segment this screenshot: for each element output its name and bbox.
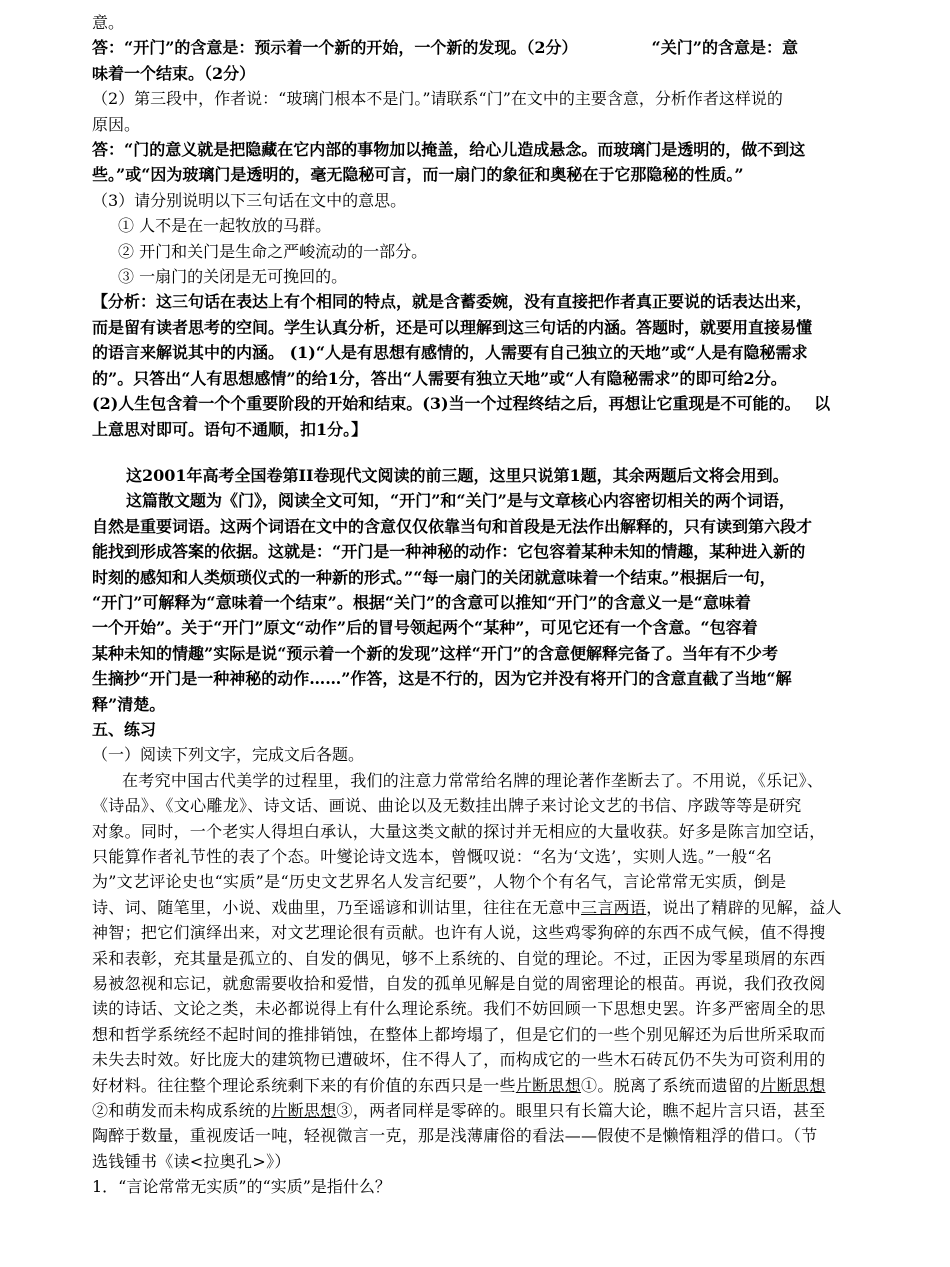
passage-line [92,895,872,920]
question-2: （2）第三段中，作者说：“玻璃门根本不是门。”请联系“门”在文中的主要含意，分析作者这样说的 [92,89,783,109]
text-line: 意。 [92,13,125,32]
passage-line: 读的诗话、文论之类，未必都说得上有什么理论系统。我们不妨回顾一下思想史罢。许多严密周全的思 [92,999,826,1019]
commentary-line: 能找到形成答案的依据。这就是：“开门是一种神秘的动作：它包容着某种未知的情趣，某种进入新的 [92,542,806,562]
passage-text: 好材料。往往整个理论系统剩下来的有价值的东西只是一些 [92,1075,516,1095]
answer-line: 味着一个结束。（2分） [92,63,256,83]
commentary-line: 一个开始”。关于“开门”原文“动作”后的冒号领起两个“某种”，可见它还有一个含意。“包容着 [92,618,758,638]
passage-line: 陶醉于数量，重视废话一吨，轻视微言一克，那是浅薄庸俗的看法——假使不是懒惰粗浮的借口。（节 [92,1126,818,1146]
underlined-phrase: 三言两语 [581,897,647,917]
commentary-line: 释”清楚。 [92,694,166,714]
answer-open-door: 答：“开门”的含意是：预示着一个新的开始，一个新的发现。（2分） [92,38,578,58]
commentary-line: “开门”可解释为“意味着一个结束”。根据“关门”的含意可以推知“开门”的含意义一是“意味着 [92,592,751,612]
underlined-phrase: 片断思想 [515,1075,582,1095]
document-body [92,10,872,1200]
passage-line: 神智；把它们演绎出来，对文艺理论很有贡献。也许有人说，这些鸡零狗碎的东西不成气候，值不得搜 [92,923,826,943]
sentence-item-3: ③ 一扇门的关闭是无可挽回的。 [118,267,348,287]
analysis-line: 而是留有读者思考的空间。学生认真分析，还是可以理解到这三句话的内涵。答题时，就要用直接易懂 [92,317,813,337]
passage-line: 对象。同时，一个老实人得坦白承认，大量这类文献的探讨并无相应的大量收获。好多是陈言加空话， [92,821,826,841]
passage-line: 采和表彰，充其量是孤立的、自发的偶见，够不上系统的、自觉的理论。不过，正因为零星琐屑的东西 [92,948,826,968]
passage-line: 想和哲学系统经不起时间的推排销蚀，在整体上都垮塌了，但是它们的一些个别见解还为后世所采取而 [92,1024,826,1044]
underlined-phrase: 片断思想 [760,1075,826,1095]
commentary-line: 自然是重要词语。这两个词语在文中的含意仅仅依靠当句和首段是无法作出解释的，只有读到第六段才 [92,516,813,536]
passage-line: 为”文艺评论史也“实质”是“历史文艺界名人发言纪要”，人物个个有名气，言论常常无实质，倒是 [92,872,787,892]
passage-line: 在考究中国古代美学的过程里，我们的注意力常常给名牌的理论著作垄断去了。不用说，《乐记》、 [122,770,824,790]
passage-line [92,1073,872,1098]
commentary-line: 生摘抄“开门是一种神秘的动作……”作答，这是不行的，因为它并没有将开门的含意直截了当地“解 [92,669,792,689]
analysis-line: 上意思对即可。语句不通顺，扣1分。】 [92,419,368,439]
sentence-item-2: ② 开门和关门是生命之严峻流动的一部分。 [118,241,428,261]
paragraph-gap [92,442,872,463]
analysis-line: 的”。只答出“人有思想感情”的给1分，答出“人需要有独立天地”或“人有隐秘需求”的即可给2分。 [92,368,787,388]
answer-close-door: “关门”的含意是：意 [651,38,798,58]
answer-line: 答：“门的意义就是把隐藏在它内部的事物加以掩盖，给心儿造成悬念。而玻璃门是透明的，做不到这 [92,140,806,160]
passage-text: ①。脱离了系统而遗留的 [581,1075,761,1095]
analysis-line: (2)人生包含着一个个重要阶段的开始和结束。(3)当一个过程终结之后，再想让它重现是不可能的。 以 [92,394,831,414]
exercise-instruction: （一）阅读下列文字，完成文后各题。 [92,745,365,765]
passage-line: 选钱锺书《读<拉奥孔>》） [92,1151,291,1171]
passage-text: ②和萌发而未构成系统的 [92,1101,272,1121]
passage-text: 诗、词、随笔里，小说、戏曲里，乃至谣谚和训诂里，往往在无意中 [92,897,582,917]
commentary-line: 这2001年高考全国卷第II卷现代文阅读的前三题，这里只说第1题，其余两题后文将会用到。 [126,465,789,485]
answer-line: 些。”或“因为玻璃门是透明的，毫无隐秘可言，而一扇门的象征和奥秘在于它那隐秘的性质。” [92,165,744,185]
analysis-line: 【分析：这三句话在表达上有个相同的特点，就是含蓄委婉，没有直接把作者真正要说的话表达出来， [92,292,813,312]
passage-line [92,1098,872,1123]
text-line: 原因。 [92,114,141,134]
question-3: （3）请分别说明以下三句话在文中的意思。 [92,190,407,210]
commentary-line: 这篇散文题为《门》，阅读全文可知，“开门”和“关门”是与文章核心内容密切相关的两个词语， [126,491,795,511]
passage-line: 未失去时效。好比庞大的建筑物已遭破坏，住不得人了，而构成它的一些木石砖瓦仍不失为可资利用的 [92,1050,826,1070]
analysis-line: 的语言来解说其中的内涵。 (1)“人是有思想有感情的，人需要有自己独立的天地”或“人是有隐秘需求 [92,343,808,363]
underlined-phrase: 片断思想 [271,1101,337,1121]
commentary-line: 时刻的感知和人类烦琐仪式的一种新的形式。”“每一扇门的关闭就意味着一个结束。”根据后一句， [92,567,776,587]
sentence-item-1: ① 人不是在一起牧放的马群。 [118,216,332,236]
commentary-line: 某种未知的情趣”实际是说“预示着一个新的发现”这样“开门”的含意便解释完备了。当年有不少考 [92,643,779,663]
section-heading: 五、练习 [92,719,157,739]
passage-text: ③，两者同样是零碎的。眼里只有长篇大论，瞧不起片言只语，甚至 [336,1101,826,1121]
passage-line: 易被忽视和忘记，就愈需要收拾和爱惜，自发的孤单见解是自觉的周密理论的根苗。再说，我们孜孜阅 [92,974,826,994]
passage-line: 只能算作者礼节性的表了个态。叶燮论诗文选本，曾慨叹说：“名为‘文选’，实则人选。”一般“名 [92,847,773,866]
passage-line: 《诗品》、《文心雕龙》、诗文话、画说、曲论以及无数挂出牌子来讨论文艺的书信、序跋等等是研究 [92,796,802,816]
passage-text: ，说出了精辟的见解，益人 [646,897,842,917]
exercise-question-1: 1．“言论常常无实质”的“实质”是指什么？ [92,1177,391,1197]
answer-line [92,35,872,60]
